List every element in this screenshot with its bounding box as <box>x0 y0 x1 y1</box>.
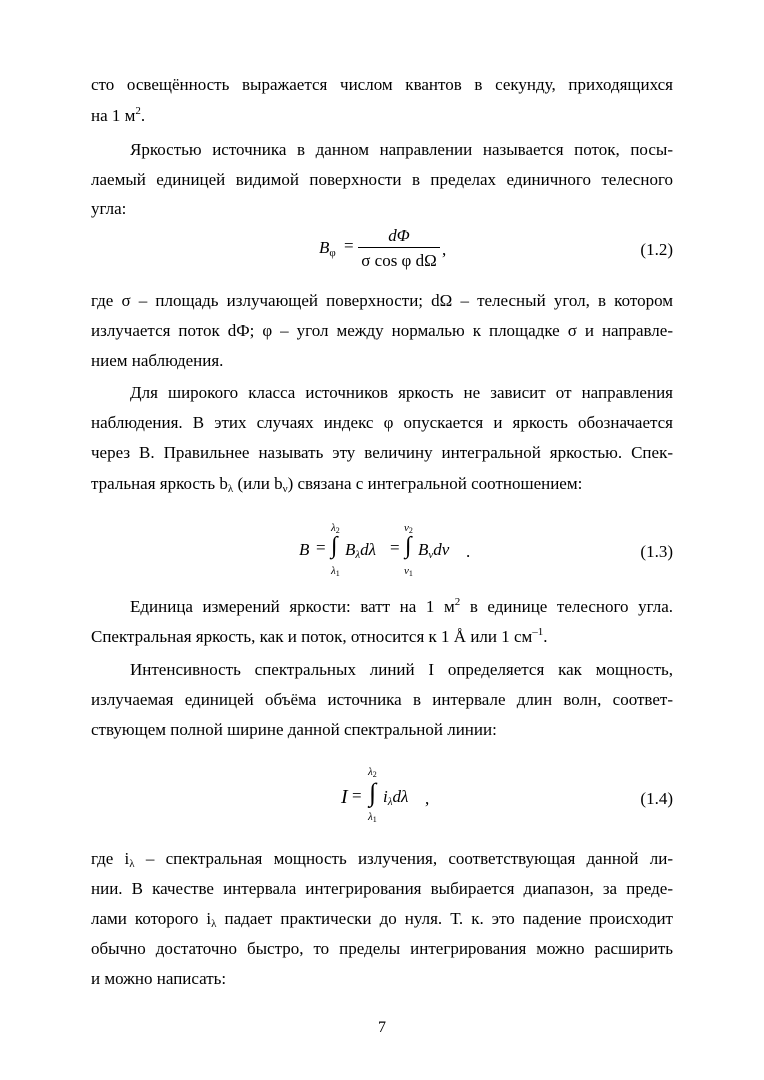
equation-number: (1.4) <box>640 789 673 808</box>
integrand: $B_\nu d\nu$ <box>418 540 450 561</box>
text-line: Спектральная яркость, как и поток, относится к 1 Å или 1 $см^{-1}$. <box>91 626 548 646</box>
eq-period: . <box>466 542 471 561</box>
integral-sign: ∫ <box>331 533 338 559</box>
eq-equals: = <box>352 786 362 805</box>
text-line: нии. В качестве интервала интегрирования выбирается диапазон, за преде- <box>91 879 673 898</box>
text-line: излучаемая единицей объёма источника в интервале длин волн, соответ- <box>91 690 673 709</box>
text-line: Интенсивность спектральных линий I определяется как мощность, <box>130 660 673 679</box>
integral-sign: ∫ <box>369 778 377 807</box>
text-line: Единица измерений яркости: ватт на 1 $м^2$ в единице телесного угла. <box>130 596 673 616</box>
eq-lhs: I <box>341 786 348 808</box>
integrand: $B_\lambda d\lambda$ <box>345 540 377 561</box>
integral-sign: ∫ <box>405 533 412 559</box>
text-line: обычно достаточно быстро, то пределы интегрирования можно расширить <box>91 939 673 958</box>
text-line: нием наблюдения. <box>91 351 224 370</box>
integral-lower-limit: λ1 <box>331 565 340 578</box>
text-line: тральная яркость $b_\lambda$ (или $b_\nu$) связана с интегральной соотношением: <box>91 474 583 495</box>
eq-equals: = <box>344 236 354 255</box>
text-line: ствующем полной ширине данной спектральной линии: <box>91 720 497 739</box>
fraction-numerator: dΦ <box>388 226 410 245</box>
text-line: и можно написать: <box>91 969 227 988</box>
fraction-denominator: σ cos φ dΩ <box>361 251 437 270</box>
equation-number: (1.2) <box>640 240 673 259</box>
text-line: лаемый единицей видимой поверхности в пределах единичного телесного <box>91 170 673 189</box>
integral-upper-limit: ν2 <box>404 522 413 535</box>
equation-number: (1.3) <box>640 542 673 561</box>
integrand: $i_\lambda d\lambda$ <box>383 787 409 808</box>
text-line: где σ – площадь излучающей поверхности; dΩ – телесный угол, в котором <box>91 291 673 310</box>
integral-lower-limit: ν1 <box>404 565 413 578</box>
text-line: где $i_\lambda$ – спектральная мощность излучения, соответствующая данной ли- <box>91 849 673 870</box>
text-line: сто освещённость выражается числом квантов в секунду, приходящихся <box>91 75 673 94</box>
text-line <box>91 106 673 126</box>
eq-lhs: B <box>299 540 310 559</box>
eq-comma: , <box>442 240 447 259</box>
page-number: 7 <box>378 1019 386 1036</box>
text-line: наблюдения. В этих случаях индекс φ опускается и яркость обозначается <box>91 413 673 432</box>
integral-upper-limit: λ2 <box>331 522 340 535</box>
eq-comma: , <box>425 789 430 808</box>
text-line: Для широкого класса источников яркость не зависит от направления <box>130 383 673 402</box>
fraction-bar <box>358 247 440 248</box>
text-line: Яркостью источника в данном направлении называется поток, посы- <box>130 140 673 159</box>
eq-equals: = <box>390 538 400 557</box>
text-line: излучается поток dФ; φ – угол между нормалью к площадке σ и направле- <box>91 321 673 340</box>
text-line: угла: <box>91 199 127 218</box>
integral-lower-limit: λ1 <box>368 811 377 824</box>
text-fragment: на 1 м <box>91 106 136 125</box>
integral-upper-limit: λ2 <box>368 766 377 779</box>
text-fragment: . <box>140 106 146 125</box>
text-line: лами которого $i_\lambda$ падает практически до нуля. Т. к. это падение происходит <box>91 909 673 930</box>
superscript: 2 <box>135 105 141 117</box>
text-line: через B. Правильнее называть эту величину интегральной яркостью. Спек- <box>91 443 673 462</box>
eq-equals: = <box>316 538 326 557</box>
eq-lhs: $B_\varphi$ <box>319 238 336 259</box>
